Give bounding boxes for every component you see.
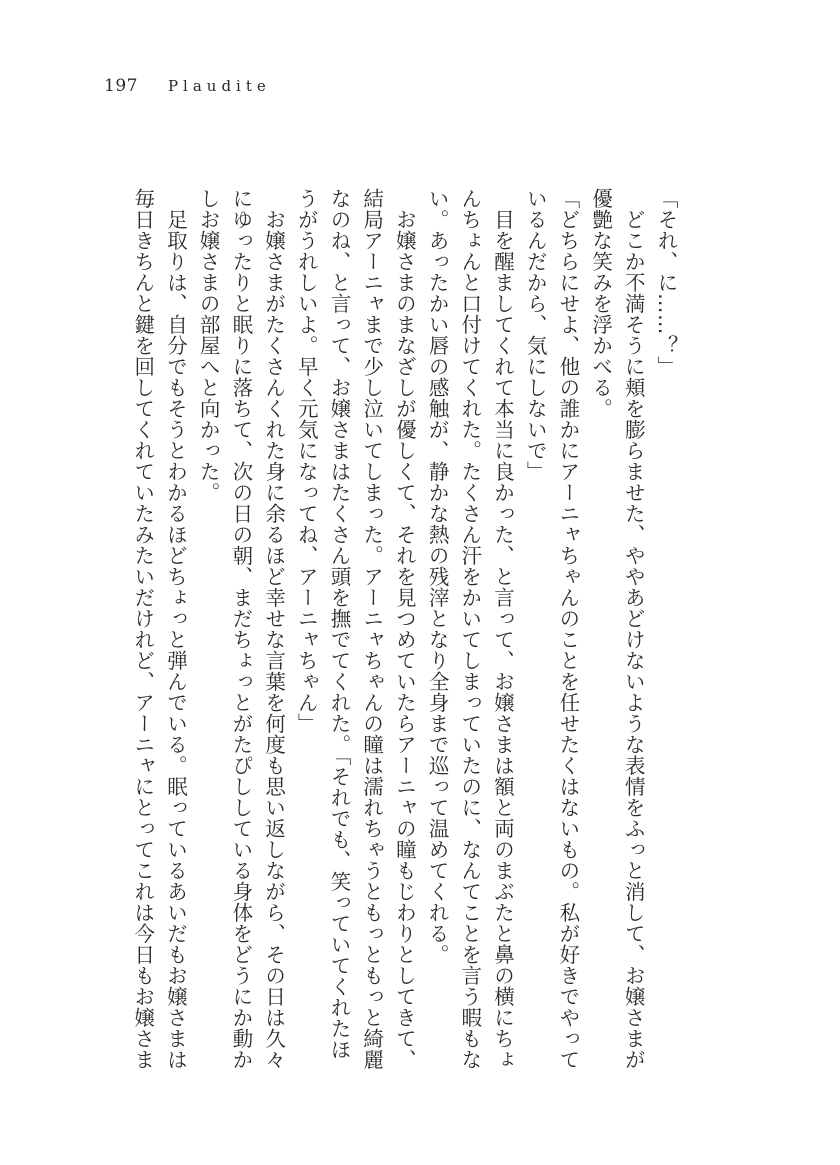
- text-line: 優艶な笑みを浮かべる。: [588, 188, 613, 419]
- text-line: いるんだから、気にしないで」: [523, 188, 548, 482]
- text-line: 「それ、に……？」: [654, 188, 678, 377]
- page-number: 197: [104, 76, 138, 96]
- text-line: しお嬢さまの部屋へと向かった。: [196, 188, 221, 503]
- text-line: お嬢さまがたくさんくれた身に余るほど幸せな言葉を何度も思い返しながら、その日は久々: [261, 188, 286, 1070]
- text-line: 結局アーニャまで少し泣いてしまった。アーニャちゃんの瞳は濡れちゃうともっともっと綺麗: [359, 188, 384, 1070]
- text-line: うがうれしいよ。早く元気になってね、アーニャちゃん」: [294, 188, 319, 734]
- running-title: Plaudite: [167, 77, 271, 95]
- text-line: にゆったりと眠りに落ちて、次の日の朝、まだちょっとがたぴししている身体をどうにか動か: [228, 188, 253, 1070]
- text-line: い。あったかい唇の感触が、静かな熱の残滓となり全身まで巡って温めてくれる。: [425, 188, 450, 965]
- text-line: どこか不満そうに頬を膨らませた、ややあどけないような表情をふっと消して、お嬢さまが: [621, 188, 646, 1070]
- text-line: お嬢さまのまなざしが優しくて、それを見つめていたらアーニャの瞳もじわりとしてきて、: [392, 188, 417, 1070]
- text-line: んちょんと口付けてくれた。たくさん汗をかいてしまっていたのに、なんてことを言う暇もな: [457, 188, 482, 1070]
- text-line: 「どちらにせよ、他の誰かにアーニャちゃんのことを任せたくはないもの。私が好きでやって: [555, 188, 580, 1070]
- text-line: 足取りは、自分でもそうとわかるほどちょっと弾んでいる。眠っているあいだもお嬢さまは: [163, 188, 188, 1070]
- text-line: なのね、と言って、お嬢さまはたくさん頭を撫でてくれた。「それでも、笑っていてくれたほ: [326, 188, 351, 1060]
- page-header: [104, 76, 271, 100]
- text-line: 目を醒ましてくれて本当に良かった、と言って、お嬢さまは額と両のまぶたと鼻の横にちょ: [490, 188, 515, 1070]
- text-line: 毎日きちんと鍵を回してくれていたみたいだけれど、アーニャにとってこれは今日もお嬢さま: [130, 188, 155, 1070]
- vertical-text-body: [92, 188, 682, 1088]
